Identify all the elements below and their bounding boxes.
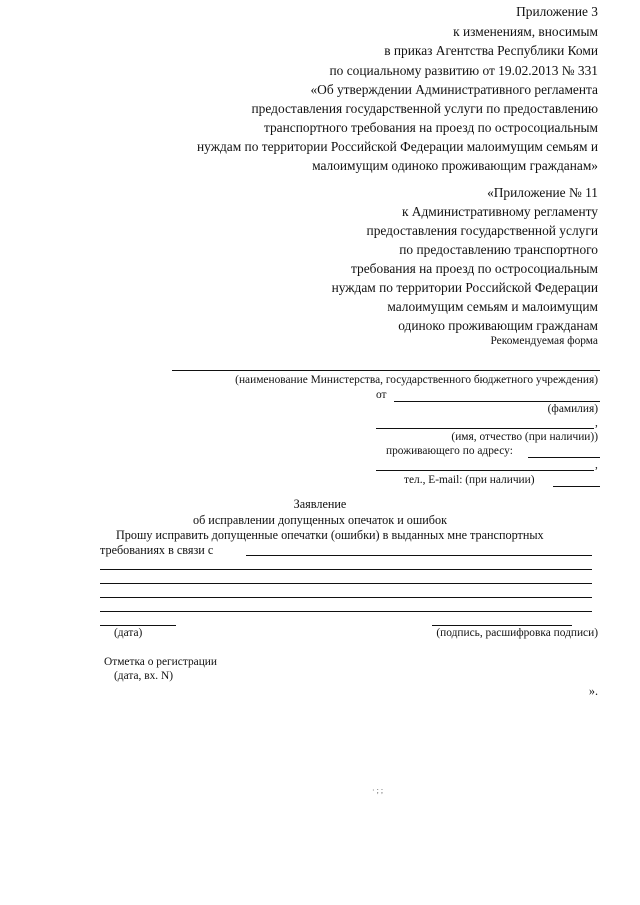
appendix-line: транспортного требования на проезд по остросоциальным — [263, 120, 598, 135]
appendix-line: «Об утверждении Административного регламента — [310, 82, 598, 97]
closing-quote: ». — [588, 684, 598, 698]
recommended-form-label: Рекомендуемая форма — [490, 335, 598, 347]
address-blank-line-2[interactable] — [376, 470, 594, 471]
scan-mark: · ; ; — [372, 786, 384, 795]
statement-body-line: Прошу исправить допущенные опечатки (ошибки) в выданных мне транспортных — [116, 528, 544, 542]
name-blank-line[interactable] — [376, 428, 594, 429]
attachment-line: по предоставлению транспортного — [399, 242, 598, 257]
from-label: от — [376, 389, 387, 401]
registration-caption: (дата, вх. N) — [114, 670, 174, 682]
ministry-blank-line[interactable] — [172, 370, 600, 371]
reason-blank-line[interactable] — [100, 597, 592, 598]
appendix-line: Приложение 3 — [516, 4, 598, 19]
attachment-line: предоставления государственной услуги — [366, 223, 598, 238]
attachment-line: малоимущим семьям и малоимущим — [387, 299, 598, 314]
statement-subtitle: об исправлении допущенных опечаток и ошибок — [192, 513, 448, 527]
registration-label: Отметка о регистрации — [104, 656, 217, 668]
attachment-line: требования на проезд по остросоциальным — [351, 261, 598, 276]
attachment-line: нуждам по территории Российской Федерации — [331, 280, 598, 295]
residing-label: проживающего по адресу: — [386, 445, 513, 457]
reason-blank-line[interactable] — [246, 555, 592, 556]
attachment-line: к Административному регламенту — [401, 204, 598, 219]
signature-blank-line[interactable] — [432, 625, 572, 626]
surname-caption: (фамилия) — [547, 403, 598, 415]
name-caption: (имя, отчество (при наличии)) — [451, 431, 598, 443]
reason-blank-line[interactable] — [100, 611, 592, 612]
contact-blank-line[interactable] — [553, 486, 600, 487]
attachment-line: одиноко проживающим гражданам — [398, 318, 598, 333]
appendix-line: нуждам по территории Российской Федерации малоимущим семьям и — [197, 139, 598, 154]
appendix-line: предоставления государственной услуги по предоставлению — [251, 101, 598, 116]
statement-reason-label: требованиях в связи с — [100, 543, 214, 557]
appendix-line: к изменениям, вносимым — [453, 24, 598, 39]
appendix-line: по социальному развитию от 19.02.2013 № 331 — [329, 63, 598, 78]
address-blank-line[interactable] — [528, 457, 600, 458]
date-blank-line[interactable] — [100, 625, 176, 626]
attachment-line: «Приложение № 11 — [487, 185, 598, 200]
comma: , — [595, 459, 598, 471]
reason-blank-line[interactable] — [100, 569, 592, 570]
appendix-line: малоимущим одиноко проживающим гражданам» — [312, 158, 598, 173]
date-caption: (дата) — [114, 627, 143, 639]
contact-label: тел., E-mail: (при наличии) — [404, 474, 535, 486]
ministry-caption: (наименование Министерства, государственного бюджетного учреждения) — [235, 374, 598, 386]
statement-title: Заявление — [293, 497, 347, 511]
reason-blank-line[interactable] — [100, 583, 592, 584]
comma: , — [595, 417, 598, 429]
from-blank-line[interactable] — [394, 401, 600, 402]
signature-caption: (подпись, расшифровка подписи) — [436, 627, 598, 639]
appendix-line: в приказ Агентства Республики Коми — [384, 43, 598, 58]
